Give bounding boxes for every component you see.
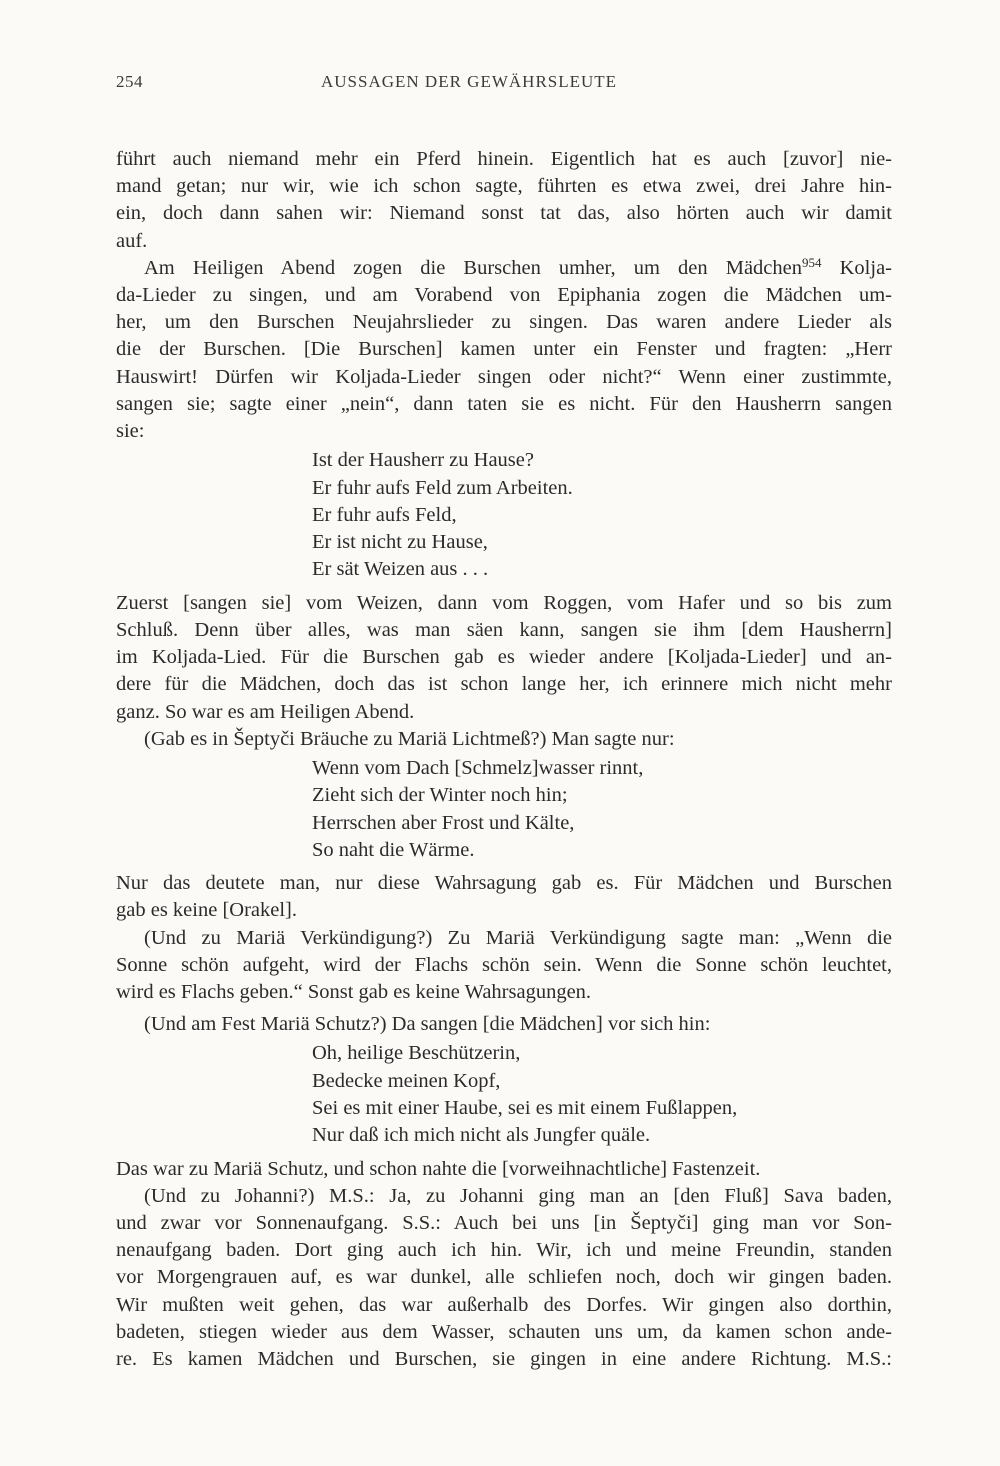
verse-line: Oh, heilige Beschützerin,: [312, 1042, 521, 1065]
verse-line: Er sät Weizen aus . . .: [312, 558, 489, 581]
paragraph: [116, 255, 892, 282]
text-fragment: Am Heiligen Abend zogen die Burschen umher, um den Mädchen: [144, 256, 803, 279]
text-line: die der Burschen. [Die Burschen] kamen unter ein Fenster und fragten: „Herr: [116, 338, 892, 361]
text-fragment: Kolja-: [821, 256, 892, 279]
text-line: Schluß. Denn über alles, was man säen kann, sangen sie ihm [dem Hausherrn]: [116, 618, 892, 641]
footnote-reference: 954: [802, 254, 822, 270]
verse-line: So naht die Wärme.: [312, 838, 475, 861]
paragraph: [116, 146, 892, 255]
text-line: Zuerst [sangen sie] vom Weizen, dann vom Roggen, vom Hafer und so bis zum: [116, 591, 892, 614]
paragraph: [116, 282, 892, 445]
text-line: badeten, stiegen wieder aus dem Wasser, schauten uns um, da kamen schon ande-: [116, 1320, 892, 1343]
text-line: (Und zu Mariä Verkündigung?) Zu Mariä Verkündigung sagte man: „Wenn die: [144, 926, 892, 949]
page: [116, 72, 892, 1373]
text-line: und zwar vor Sonnenaufgang. S.S.: Auch bei uns [in Šeptyči] ging man vor Son-: [116, 1211, 892, 1234]
verse-line: Nur daß ich mich nicht als Jungfer quäle.: [312, 1124, 651, 1147]
paragraph: [116, 870, 892, 924]
paragraph: [116, 925, 892, 1007]
paragraph: [116, 590, 892, 726]
text-line: her, um den Burschen Neujahrslieder zu singen. Das waren andere Lieder als: [116, 311, 892, 334]
verse-line: Sei es mit einer Haube, sei es mit einem Fußlappen,: [312, 1096, 738, 1119]
text-line: wird es Flachs geben.“ Sonst gab es keine Wahrsagungen.: [116, 980, 592, 1003]
text-line: re. Es kamen Mädchen und Burschen, sie gingen in eine andere Richtung. M.S.:: [116, 1347, 892, 1370]
running-title: AUSSAGEN DER GEWÄHRSLEUTE: [321, 72, 618, 91]
text-line: da-Lieder zu singen, und am Vorabend von Epiphania zogen die Mädchen um-: [116, 284, 892, 307]
text-line: (Und am Fest Mariä Schutz?) Da sangen [die Mädchen] vor sich hin:: [144, 1013, 711, 1036]
verse-line: Er fuhr aufs Feld zum Arbeiten.: [312, 476, 573, 499]
text-line: ganz. So war es am Heiligen Abend.: [116, 700, 415, 723]
text-line: auf.: [116, 229, 148, 252]
text-line: dere für die Mädchen, doch das ist schon lange her, ich erinnere mich nicht mehr: [116, 673, 892, 696]
paragraph: [116, 1011, 892, 1038]
verse-line: Er ist nicht zu Hause,: [312, 531, 488, 554]
text-line: führt auch niemand mehr ein Pferd hinein. Eigentlich hat es auch [zuvor] nie-: [116, 148, 892, 170]
text-line: mand getan; nur wir, wie ich schon sagte, führten es etwa zwei, drei Jahre hin-: [116, 175, 892, 198]
running-head: [116, 72, 892, 102]
paragraph: [116, 1156, 892, 1183]
text-line: ein, doch dann sahen wir: Niemand sonst tat das, also hörten auch wir damit: [116, 202, 892, 225]
text-line: (Gab es in Šeptyči Bräuche zu Mariä Lichtmeß?) Man sagte nur:: [144, 727, 675, 750]
paragraph: [116, 1183, 892, 1373]
text-line: (Und zu Johanni?) M.S.: Ja, zu Johanni ging man an [den Fluß] Sava baden,: [144, 1184, 892, 1207]
verse-line: Er fuhr aufs Feld,: [312, 503, 457, 526]
text-line: sangen sie; sagte einer „nein“, dann taten sie es nicht. Für den Hausherrn sangen: [116, 392, 892, 415]
text-line: sie:: [116, 420, 145, 443]
verse: [312, 755, 892, 864]
verse: [312, 447, 892, 583]
text-line: Hauswirt! Dürfen wir Koljada-Lieder singen oder nicht?“ Wenn einer zustimmte,: [116, 365, 892, 388]
verse-line: Ist der Hausherr zu Hause?: [312, 449, 534, 472]
paragraph: [116, 726, 892, 753]
verse-line: Wenn vom Dach [Schmelz]wasser rinnt,: [312, 756, 644, 779]
text-line: Nur das deutete man, nur diese Wahrsagung gab es. Für Mädchen und Burschen: [116, 872, 892, 895]
text-line: vor Morgengrauen auf, es war dunkel, alle schliefen noch, doch wir gingen baden.: [116, 1266, 892, 1289]
verse-line: Bedecke meinen Kopf,: [312, 1069, 501, 1092]
body-text: [116, 146, 892, 1373]
text-line: nenaufgang baden. Dort ging auch ich hin. Wir, ich und meine Freundin, standen: [116, 1239, 892, 1262]
text-line: Sonne schön aufgeht, wird der Flachs schön sein. Wenn die Sonne schön leuchtet,: [116, 953, 892, 976]
text-line: Wir mußten weit gehen, das war außerhalb des Dorfes. Wir gingen also dorthin,: [116, 1293, 892, 1316]
text-line: Das war zu Mariä Schutz, und schon nahte die [vorweihnachtliche] Fastenzeit.: [116, 1157, 761, 1180]
text-line: [116, 255, 892, 282]
verse: [312, 1040, 892, 1149]
text-line: im Koljada-Lied. Für die Burschen gab es wieder andere [Koljada-Lieder] und an-: [116, 646, 892, 669]
verse-line: Zieht sich der Winter noch hin;: [312, 784, 568, 807]
verse-line: Herrschen aber Frost und Kälte,: [312, 811, 575, 834]
page-number: 254: [116, 72, 143, 91]
text-line: gab es keine [Orakel].: [116, 899, 297, 922]
